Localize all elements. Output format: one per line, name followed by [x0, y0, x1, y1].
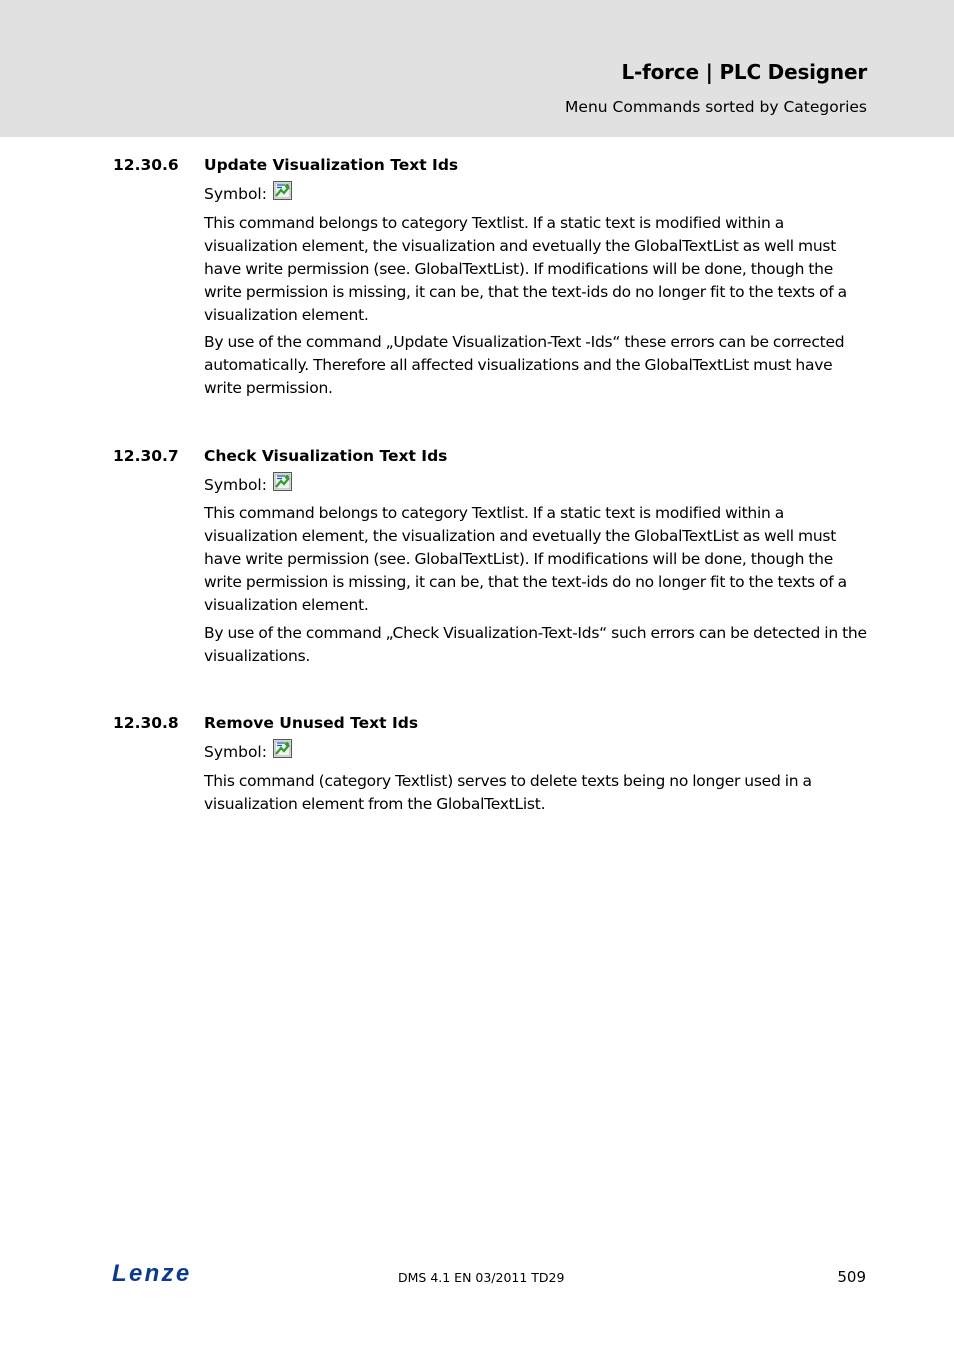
header-band — [0, 0, 954, 137]
document-id: DMS 4.1 EN 03/2011 TD29 — [398, 1270, 565, 1285]
visualization-text-icon — [273, 181, 292, 200]
section-title: Remove Unused Text Ids — [204, 714, 419, 732]
visualization-text-icon — [273, 739, 292, 758]
svg-text:Lenze: Lenze — [112, 1260, 188, 1286]
symbol-row — [204, 185, 292, 203]
visualization-text-icon — [273, 472, 292, 491]
symbol-label: Symbol: — [204, 743, 267, 761]
symbol-label: Symbol: — [204, 185, 267, 203]
paragraph: This command belongs to category Textlist. If a static text is modified within a visualization element, the visualization and evetually the GlobalTextList as well must have write permission (see. GlobalTextList). If modifications will be done, though the write permission is missing, it can be, that the text-ids do no longer fit to the texts of a visualization element. — [204, 214, 847, 324]
paragraph: This command (category Textlist) serves to delete texts being no longer used in a visualization element from the GlobalTextList. — [204, 772, 812, 813]
paragraph: By use of the command „Check Visualization-Text-Ids“ such errors can be detected in the visualizations. — [204, 624, 867, 665]
section-number: 12.30.7 — [113, 447, 179, 465]
paragraph: By use of the command „Update Visualization-Text -Ids“ these errors can be corrected automatically. Therefore all affected visualizations and the GlobalTextList must have write permission. — [204, 333, 845, 397]
paragraph: This command belongs to category Textlist. If a static text is modified within a visualization element, the visualization and evetually the GlobalTextList as well must have write permission (see. GlobalTextList). If modifications will be done, though the write permission is missing, it can be, that the text-ids do no longer fit to the texts of a visualization element. — [204, 504, 847, 614]
symbol-label: Symbol: — [204, 476, 267, 494]
symbol-row — [204, 743, 292, 761]
symbol-row — [204, 476, 292, 494]
section-title: Update Visualization Text Ids — [204, 156, 459, 174]
section-number: 12.30.8 — [113, 714, 179, 732]
section-number: 12.30.6 — [113, 156, 179, 174]
lenze-logo — [112, 1260, 190, 1286]
section-title: Check Visualization Text Ids — [204, 447, 448, 465]
chapter-subtitle: Menu Commands sorted by Categories — [565, 98, 867, 116]
page-number: 509 — [837, 1268, 866, 1286]
document-title: L-force | PLC Designer — [621, 60, 867, 84]
